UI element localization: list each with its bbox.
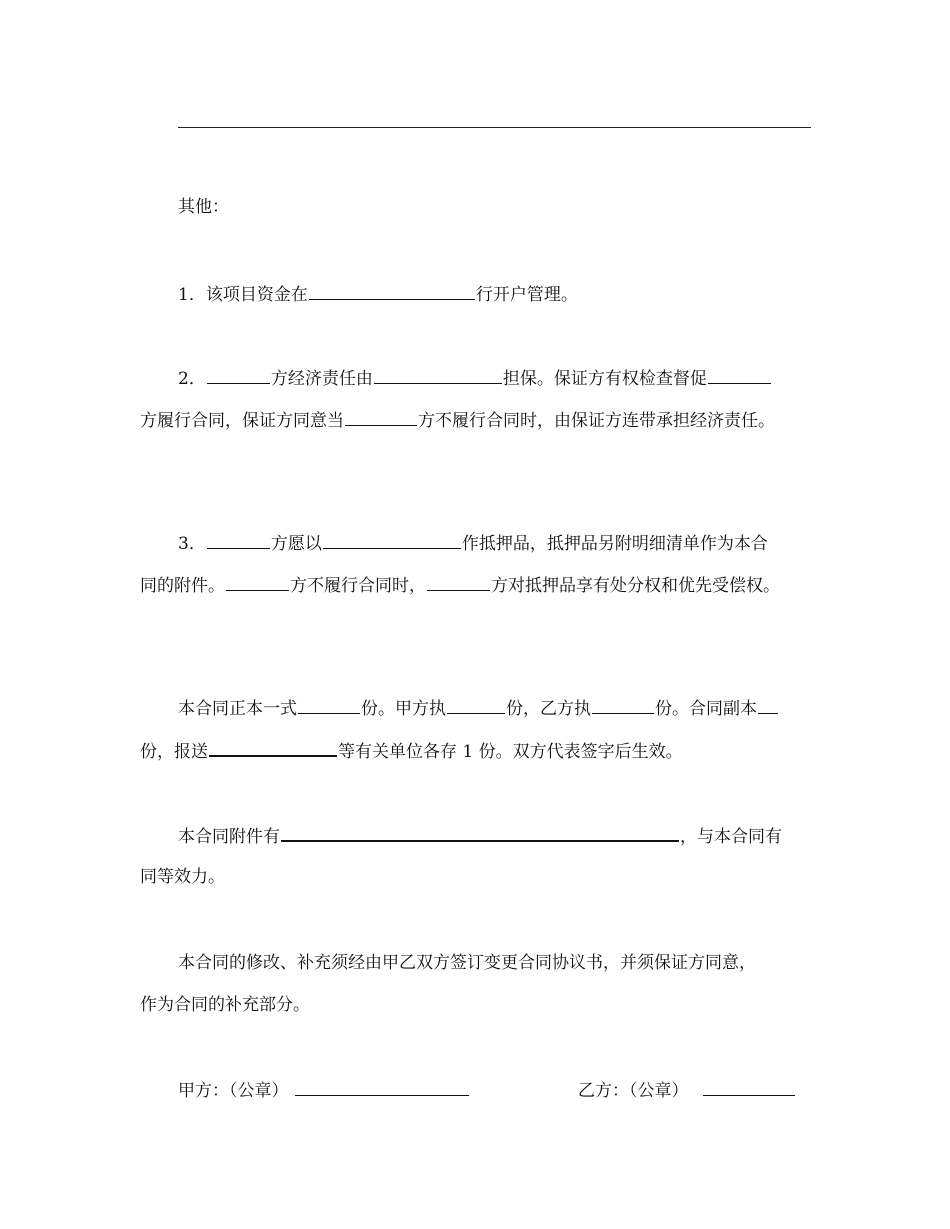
clause-2-line-1: 2． 方经济责任由 担保。保证方有权检查督促 xyxy=(178,367,772,390)
clause-3-line-2: 同的附件。 方不履行合同时， 方对抵押品享有处分权和优先受偿权。 xyxy=(140,576,780,596)
party-b-signature: 乙方：（公章） xyxy=(578,1079,796,1102)
party-a-signature: 甲方：（公章） xyxy=(178,1079,470,1102)
party-blank[interactable] xyxy=(427,574,490,591)
party-blank[interactable] xyxy=(207,532,270,549)
amend-line-2: 作为合同的补充部分。 xyxy=(140,995,310,1015)
bank-blank[interactable] xyxy=(309,283,475,300)
copies-line-2: 份，报送 等有关单位各存 1 份。双方代表签字后生效。 xyxy=(140,739,683,763)
attachments-line-2: 同等效力。 xyxy=(140,867,225,887)
recipient-blank[interactable] xyxy=(209,739,337,757)
party-a-copies-blank[interactable] xyxy=(447,697,505,714)
top-divider xyxy=(178,127,811,128)
collateral-blank[interactable] xyxy=(323,532,461,549)
section-heading-other: 其他： xyxy=(178,197,229,217)
clause-1: 1．该项目资金在 行开户管理。 xyxy=(178,285,578,305)
attachments-blank[interactable] xyxy=(281,824,679,842)
party-blank[interactable] xyxy=(207,367,270,384)
guarantor-blank[interactable] xyxy=(374,367,502,384)
clause-3-line-1: 3． 方愿以 作抵押品，抵押品另附明细清单作为本合 xyxy=(178,534,768,554)
copies-line-1: 本合同正本一式 份。甲方执 份，乙方执 份。合同副本 xyxy=(178,697,779,720)
duplicate-count-blank[interactable] xyxy=(758,697,778,714)
clause-2-line-2: 方履行合同，保证方同意当 方不履行合同时，由保证方连带承担经济责任。 xyxy=(140,411,775,431)
party-blank[interactable] xyxy=(345,409,417,426)
amend-line-1: 本合同的修改、补充须经由甲乙双方签订变更合同协议书，并须保证方同意， xyxy=(178,953,756,973)
party-a-seal-blank[interactable] xyxy=(295,1079,469,1096)
copies-count-blank[interactable] xyxy=(298,697,360,714)
party-blank[interactable] xyxy=(226,574,289,591)
attachments-line-1: 本合同附件有 ，与本合同有 xyxy=(178,824,782,848)
party-b-seal-blank[interactable] xyxy=(703,1079,795,1096)
party-b-copies-blank[interactable] xyxy=(592,697,654,714)
party-blank[interactable] xyxy=(708,367,771,384)
